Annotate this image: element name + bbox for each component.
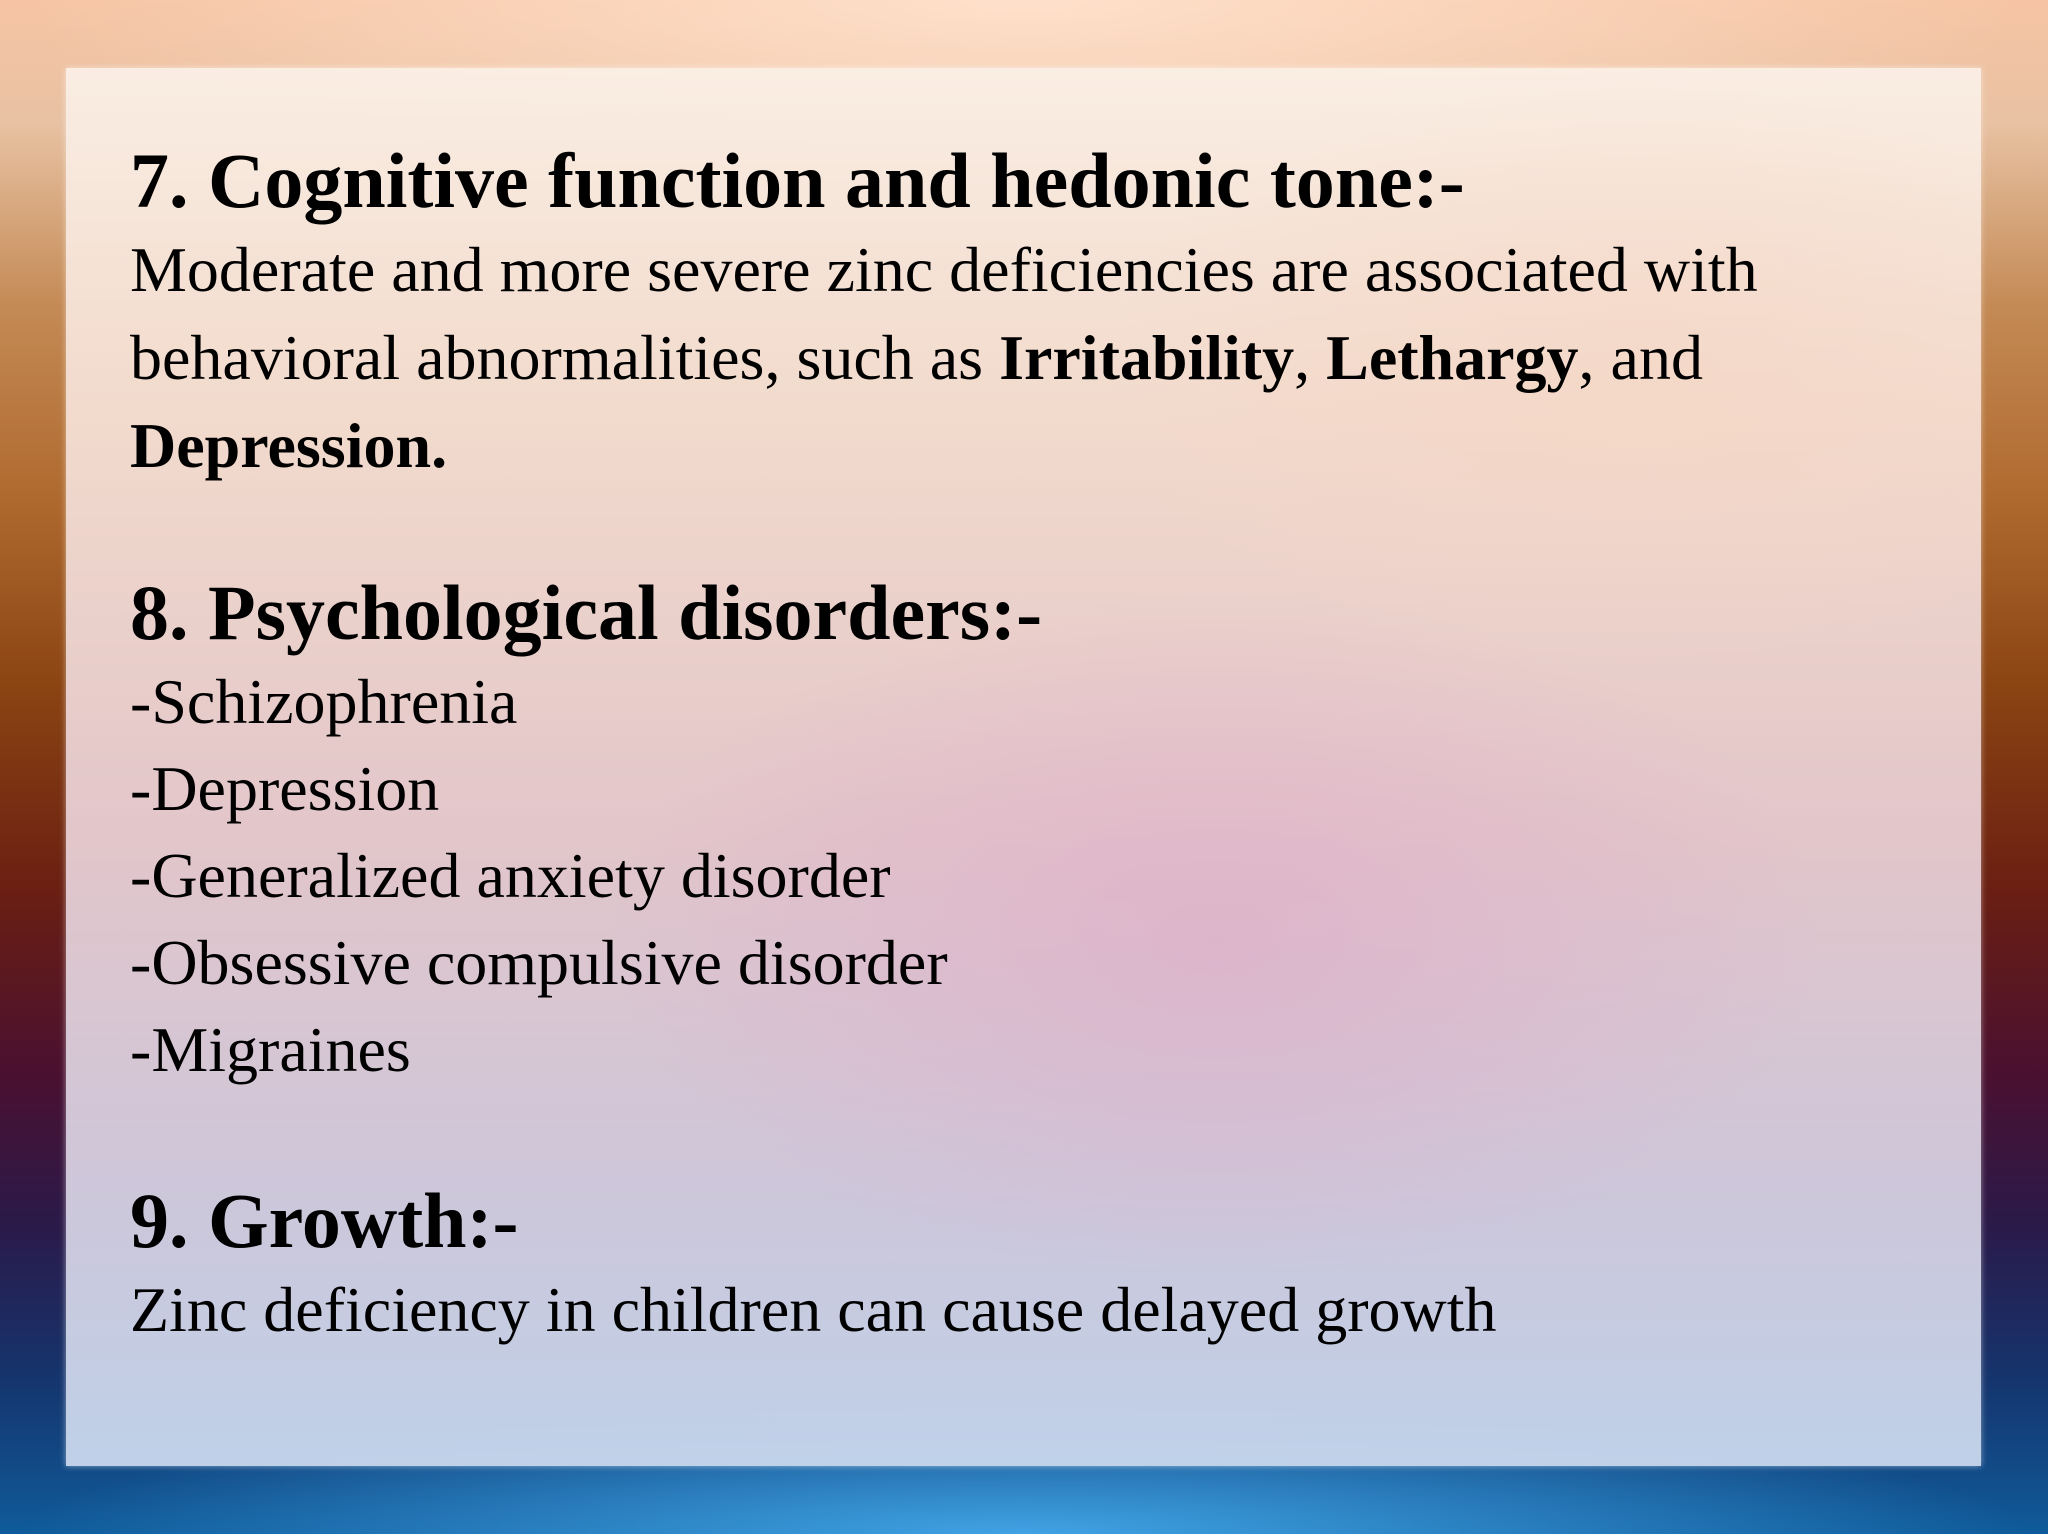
section-growth [130,1176,1497,1354]
list-item-ocd: -Obsessive compulsive disorder [130,927,948,998]
text-cognitive-intro: Moderate and more severe zinc deficiencies are associated with behavioral abnormalities, such as [130,234,1758,393]
list-item-depression: -Depression [130,753,440,824]
disorder-list [130,658,1042,1093]
term-depression: Depression. [130,410,448,481]
section-cognitive-function [130,136,2030,490]
term-irritability: Irritability [999,322,1295,393]
heading-cognitive-function: 7. Cognitive function and hedonic tone:- [130,137,1465,224]
heading-psychological-disorders: 8. Psychological disorders:- [130,569,1043,656]
list-item-migraines: -Migraines [130,1014,411,1085]
heading-growth: 9. Growth:- [130,1177,519,1264]
paragraph-growth: Zinc deficiency in children can cause delayed growth [130,1274,1497,1345]
separator-1: , [1294,322,1327,393]
section-psychological-disorders [130,568,1042,1093]
paragraph-cognitive-function [130,226,2030,490]
list-item-generalized-anxiety: -Generalized anxiety disorder [130,840,891,911]
separator-2: , and [1578,322,1703,393]
list-item-schizophrenia: -Schizophrenia [130,666,518,737]
slide-panel [66,68,1981,1466]
term-lethargy: Lethargy [1326,322,1579,393]
